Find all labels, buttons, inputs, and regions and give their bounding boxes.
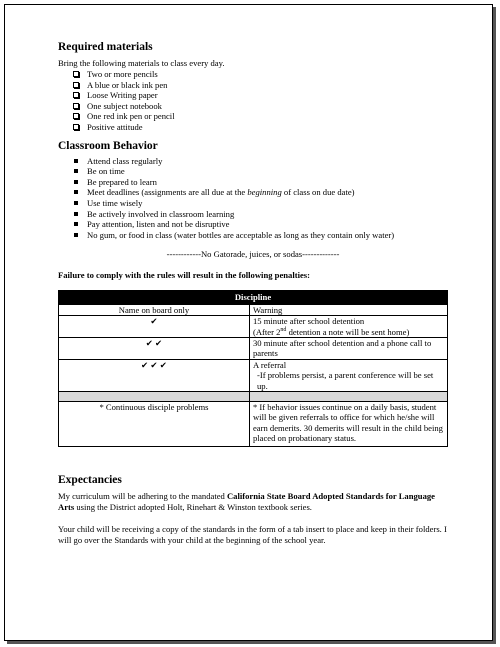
materials-intro: Bring the following materials to class every day. <box>58 58 225 68</box>
checkmark-icon: ✔ <box>59 316 250 338</box>
list-item: Pay attention, listen and not be disruptive <box>58 219 448 230</box>
square-bullet-icon <box>74 159 78 163</box>
square-bullet-icon <box>74 201 78 205</box>
square-bullet-icon <box>74 190 78 194</box>
list-item: Loose Writing paper <box>58 90 448 101</box>
square-bullet-icon <box>74 233 78 237</box>
expectancies-heading: Expectancies <box>58 473 122 486</box>
column-header: Name on board only <box>59 304 250 315</box>
required-materials-heading: Required materials <box>58 41 153 53</box>
checkbox-bullet-icon <box>73 103 79 109</box>
table-title-row <box>59 291 448 304</box>
list-item: A blue or black ink pen <box>58 80 448 91</box>
checkmark-icon: ✔ ✔ ✔ <box>59 359 250 391</box>
materials-list <box>58 69 448 133</box>
table-cell: 30 minute after school detention and a phone call to parents <box>249 337 447 359</box>
table-header-row <box>59 304 448 315</box>
list-item: Be prepared to learn <box>58 177 448 188</box>
checkbox-bullet-icon <box>73 71 79 77</box>
behavior-list <box>58 156 448 241</box>
table-cell: * Continuous disciple problems <box>59 401 250 446</box>
table-row <box>59 337 448 359</box>
list-item: No gum, or food in class (water bottles are acceptable as long as they contain only water) <box>58 230 448 241</box>
table-cell: A referral -If problems persist, a parent conference will be set up. <box>249 359 447 391</box>
list-item: One subject notebook <box>58 101 448 112</box>
checkbox-bullet-icon <box>73 113 79 119</box>
column-header: Warning <box>249 304 447 315</box>
table-cell: * If behavior issues continue on a daily basis, student will be given referrals to office for which he/she will earn demerits. 30 demerits will result in the child being placed on probationary status. <box>249 401 447 446</box>
standards-paragraph: Your child will be receiving a copy of the standards in the form of a tab insert to place and keep in their folders. I will go over the Standards with your child at the beginning of the school year. <box>58 523 447 545</box>
table-row <box>59 316 448 338</box>
table-row <box>59 401 448 446</box>
list-item: Positive attitude <box>58 122 448 133</box>
square-bullet-icon <box>74 169 78 173</box>
list-item: Attend class regularly <box>58 156 448 167</box>
checkbox-bullet-icon <box>73 82 79 88</box>
checkbox-bullet-icon <box>73 92 79 98</box>
list-item: One red ink pen or pencil <box>58 111 448 122</box>
expectancies-paragraph: My curriculum will be adhering to the mandated California State Board Adopted Standards for Language Arts using the District adopted Holt, Rinehart & Winston textbook series. <box>58 490 435 512</box>
square-bullet-icon <box>74 222 78 226</box>
document-content <box>58 40 448 546</box>
checkbox-bullet-icon <box>73 124 79 130</box>
square-bullet-icon <box>74 180 78 184</box>
table-spacer-row <box>59 391 448 401</box>
list-item: Be actively involved in classroom learning <box>58 209 448 220</box>
list-item: Meet deadlines (assignments are all due at the beginning of class on due date) <box>58 187 448 198</box>
table-row <box>59 359 448 391</box>
square-bullet-icon <box>74 212 78 216</box>
checkmark-icon: ✔ ✔ <box>59 337 250 359</box>
table-cell: 15 minute after school detention (After 2nd detention a note will be sent home) <box>249 316 447 338</box>
list-item: Be on time <box>58 166 448 177</box>
penalties-intro: Failure to comply with the rules will result in the following penalties: <box>58 270 310 281</box>
classroom-behavior-heading: Classroom Behavior <box>58 139 158 152</box>
list-item: Two or more pencils <box>58 69 448 80</box>
no-drinks-line: ------------No Gatorade, juices, or sodas------------- <box>166 249 340 260</box>
list-item: Use time wisely <box>58 198 448 209</box>
table-title: Discipline <box>59 291 448 304</box>
discipline-table <box>58 290 448 446</box>
